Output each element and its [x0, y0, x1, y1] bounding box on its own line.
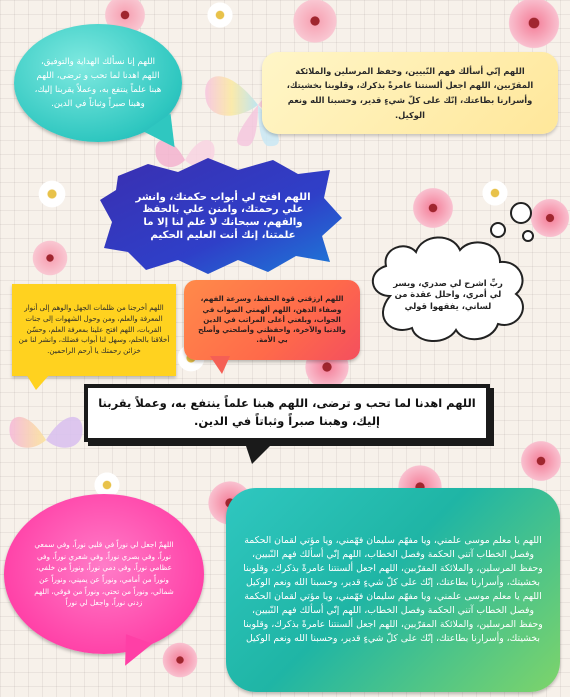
prayer-bubble-4	[12, 284, 176, 376]
flower-icon	[290, 0, 340, 46]
prayer-text: اللهم يا معلم موسى علمني، ويا مفهّم سليمان فهّمني، ويا مؤتي لقمان الحكمة وفصل الخطاب آتني الحكمة وفصل الخطاب، اللهم إنّي أسألك فهم النّبيين، وحفظ المرسلين، والملائكة المقرّبين، اللهم اجعل ألسنتنا عامرةً بذكرك، وقلوبنا بخشيتك، وأسرارنا بطاعتك، إنّك على كلّ شيءٍ قدير، وحسبنا الله ونعم الوكيل اللهم يا معلم موسى علمني، ويا مفهّم سليمان فهّمني، ويا مؤتي لقمان الحكمة وفصل الخطاب آتني الحكمة وفصل الخطاب، اللهم إنّي أسألك فهم النّبيين، وحفظ المرسلين، والملائكة المقرّبين، اللهم اجعل ألسنتنا عامرةً بذكرك، وقلوبنا بخشيتك، وأسرارنا بطاعتك، إنّك على كلّ شيءٍ قدير، وحسبنا الله ونعم الوكيل	[243, 535, 543, 644]
flower-icon	[36, 178, 68, 210]
prayer-text: اللهم ارزقني قوة الحفظ، وسرعة الفهم، وصفاء الذهن، اللهم ألهمني الصواب في الجواب، وبلغني أعلى المراتب في الدين والدنيا والآخرة، واحفظني وأصلحني وأصلح بي الأمة.	[198, 294, 346, 345]
prayer-bubble-6	[386, 262, 510, 328]
cloud-dot	[490, 222, 506, 238]
flower-icon	[518, 438, 564, 484]
prayer-bubble-7	[84, 384, 490, 442]
butterfly-icon	[6, 405, 86, 475]
prayer-text: اللهم أخرجنا من ظلمات الجهل والوهم إلى أنوار المعرفة والعلم، ومن وحول الشهوات إلى جنات القربات، اللهم افتح علينا بمعرفة العلم، وحسّن أخلاقنا بالحلم، وسهل لنا أبواب فضلك، وانشر لنا من خزائن رحمتك يا أرحم الراحمين.	[18, 302, 170, 356]
flower-icon	[505, 0, 563, 52]
flower-icon	[410, 185, 456, 231]
prayer-text: ربِّ اشرح لي صدري، ويسر لي أمري، واحلل عقدة من لساني، يفقهوا قولي	[393, 277, 503, 311]
prayer-bubble-2	[262, 52, 558, 134]
prayer-bubble-9	[226, 488, 560, 692]
cloud-dot	[522, 230, 534, 242]
flower-icon	[160, 640, 200, 680]
prayer-bubble-8	[4, 494, 204, 654]
cloud-dot	[510, 202, 532, 224]
prayer-text: اللهمّ اجعل لي نوراً في قلبي نوراً، وفي سمعي نوراً، وفي بصري نوراً، وفي شعري نوراً، وفي عظامي نوراً، وفي دمي نوراً، ونوراً من خلفي، ونوراً من أمامي، ونوراً عن يميني، ونوراً عن شمالي، ونوراً من تحتي، ونوراً من فوقي، اللهم زدني نوراً، واجعل لي نوراً	[34, 539, 174, 608]
bubble-tail	[210, 356, 230, 374]
bubble-tail	[26, 374, 50, 390]
prayer-text: اللهم إنّي أسألك فهم النّبيين، وحفظ المرسلين والملائكة المقرّبين، اللهم اجعل ألسنتنا عامرةً بذكرك، وقلوبنا بخشيتك، وأسرارنا بطاعتك، إنّك على كلّ شيءٍ قدير، وحسبنا الله ونعم الوكيل.	[286, 65, 534, 120]
prayer-text: اللهم افتح لي أبواب حكمتك، وانشر علي رحمتك، وامنن علي بالحفظ والفهم، سبحانك لا علم لنا إلا ما علمتنا، إنك أنت العليم الحكيم	[135, 191, 311, 241]
prayer-bubble-5	[184, 280, 360, 360]
prayer-bubble-3	[130, 178, 316, 256]
flower-icon	[205, 0, 235, 30]
flower-icon	[30, 238, 70, 278]
prayer-text: اللهم إنا نسألك الهداية والتوفيق، اللهم اهدنا لما تحب و ترضى، اللهم هبنا علماً ينتفع به، وعملاً يقربنا إليك، وهبنا صبراً وثباتاً في الدين.	[34, 56, 162, 110]
flower-icon	[480, 178, 510, 208]
prayer-text: اللهم اهدنا لما تحب و ترضى، اللهم هبنا علماً ينتفع به، وعملاً يقربنا إليك، وهبنا صبراً وثباتاً في الدين.	[98, 396, 476, 428]
bubble-tail	[246, 446, 270, 464]
